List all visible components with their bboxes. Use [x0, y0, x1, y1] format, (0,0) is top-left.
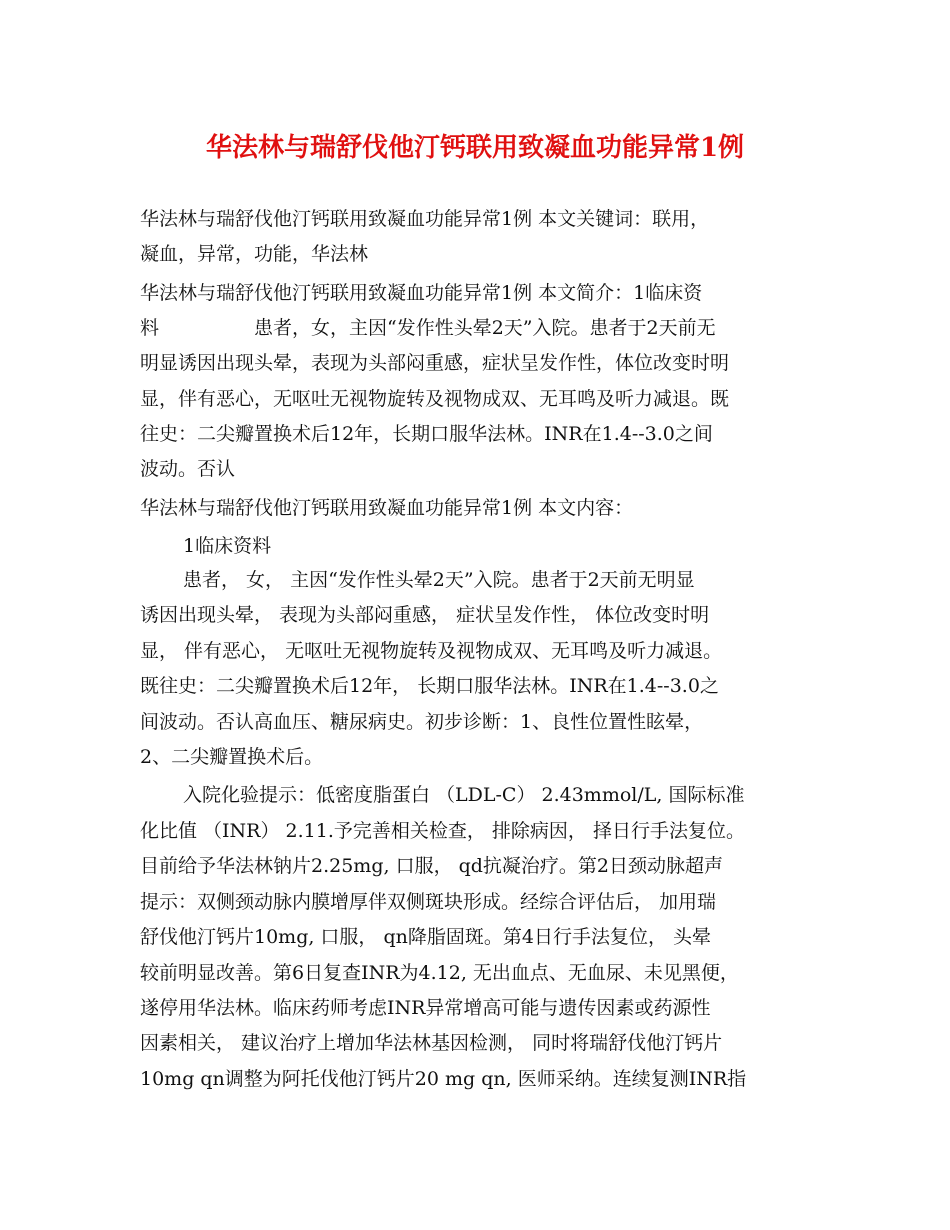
- text-line: 化比值 （INR） 2.11.予完善相关检查， 排除病因， 择日行手法复位。: [140, 820, 745, 842]
- text-line: 华法林与瑞舒伐他汀钙联用致凝血功能异常1例 本文关键词：联用，: [140, 208, 710, 230]
- text-line: 华法林与瑞舒伐他汀钙联用致凝血功能异常1例 本文内容：: [140, 497, 634, 519]
- section-heading: 1临床资料: [183, 535, 272, 557]
- text-line: 显，伴有恶心，无呕吐无视物旋转及视物成双、无耳鸣及听力减退。既: [140, 388, 730, 410]
- text-line: 较前明显改善。第6日复查INR为4.12, 无出血点、无血尿、未见黑便，: [140, 962, 739, 984]
- text-line: 遂停用华法林。临床药师考虑INR异常增高可能与遗传因素或药源性: [140, 997, 711, 1019]
- text-line: 舒伐他汀钙片10mg, 口服， qn降脂固斑。第4日行手法复位， 头晕: [140, 926, 712, 948]
- text-line: 入院化验提示：低密度脂蛋白 （LDL-C） 2.43mmol/L, 国际标准: [183, 784, 745, 806]
- text-line: 华法林与瑞舒伐他汀钙联用致凝血功能异常1例 本文简介：1临床资: [140, 282, 703, 304]
- text-line: 目前给予华法林钠片2.25mg, 口服， qd抗凝治疗。第2日颈动脉超声: [140, 855, 724, 877]
- text-line: 凝血，异常，功能，华法林: [140, 243, 369, 265]
- text-line: 往史：二尖瓣置换术后12年，长期口服华法林。INR在1.4--3.0之间: [140, 423, 713, 445]
- text-line: 患者， 女， 主因“发作性头晕2天”入院。患者于2天前无明显: [183, 569, 695, 591]
- text-line: 10mg qn调整为阿托伐他汀钙片20 mg qn, 医师采纳。连续复测INR指: [140, 1068, 747, 1090]
- text-line: 间波动。否认高血压、糖尿病史。初步诊断：1、良性位置性眩晕，: [140, 711, 704, 733]
- text-line: 波动。否认: [140, 458, 236, 480]
- page-title: 华法林与瑞舒伐他汀钙联用致凝血功能异常1例: [205, 133, 745, 163]
- text-line: 2、二尖瓣置换术后。: [140, 746, 324, 768]
- text-line: 因素相关， 建议治疗上增加华法林基因检测， 同时将瑞舒伐他汀钙片: [140, 1032, 723, 1054]
- text-line: 明显诱因出现头晕，表现为头部闷重感，症状呈发作性，体位改变时明: [140, 352, 730, 374]
- text-line: 诱因出现头晕， 表现为头部闷重感， 症状呈发作性， 体位改变时明: [140, 604, 710, 626]
- text-line: 提示：双侧颈动脉内膜增厚伴双侧斑块形成。经综合评估后， 加用瑞: [140, 891, 717, 913]
- text-line: 既往史：二尖瓣置换术后12年， 长期口服华法林。INR在1.4--3.0之: [140, 675, 719, 697]
- text-line: 料 患者，女，主因“发作性头晕2天”入院。患者于2天前无: [140, 317, 716, 339]
- text-line: 显， 伴有恶心， 无呕吐无视物旋转及视物成双、无耳鸣及听力减退。: [140, 640, 723, 662]
